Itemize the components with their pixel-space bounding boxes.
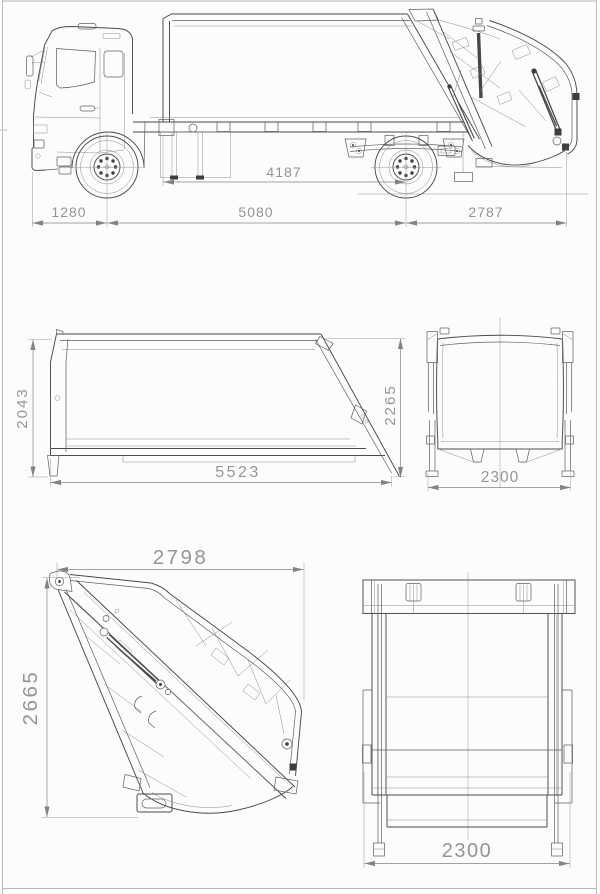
dim-label-body-front-height: 2043 xyxy=(14,387,31,429)
body-side-view xyxy=(14,330,405,487)
dim-label-body-rear-height: 2265 xyxy=(382,384,399,426)
truck-side-dimensions xyxy=(33,132,589,227)
dim-label-tailgate-width: 2798 xyxy=(152,546,209,569)
body-front-view xyxy=(426,317,574,491)
dim-label-tailgate-rear-width: 2300 xyxy=(441,840,493,862)
dim-label-tailgate-height: 2665 xyxy=(19,669,42,726)
tailgate-rear-view xyxy=(363,572,576,868)
dim-label-axle-to-axle: 5080 xyxy=(238,204,274,220)
truck-body xyxy=(133,14,480,180)
dim-label-body-length: 5523 xyxy=(215,464,261,481)
tailgate-side-view xyxy=(19,546,304,818)
truck-side-view xyxy=(25,9,588,227)
body-front-dimensions xyxy=(428,469,571,491)
dim-label-body-to-rear-axle: 4187 xyxy=(266,164,302,180)
body-side-dimensions xyxy=(14,339,405,487)
truck-cab xyxy=(25,24,145,175)
dim-label-rear-axle-to-tail: 2787 xyxy=(468,204,504,220)
dim-label-body-width: 2300 xyxy=(480,469,520,486)
dim-label-front-overhang: 1280 xyxy=(51,204,87,220)
